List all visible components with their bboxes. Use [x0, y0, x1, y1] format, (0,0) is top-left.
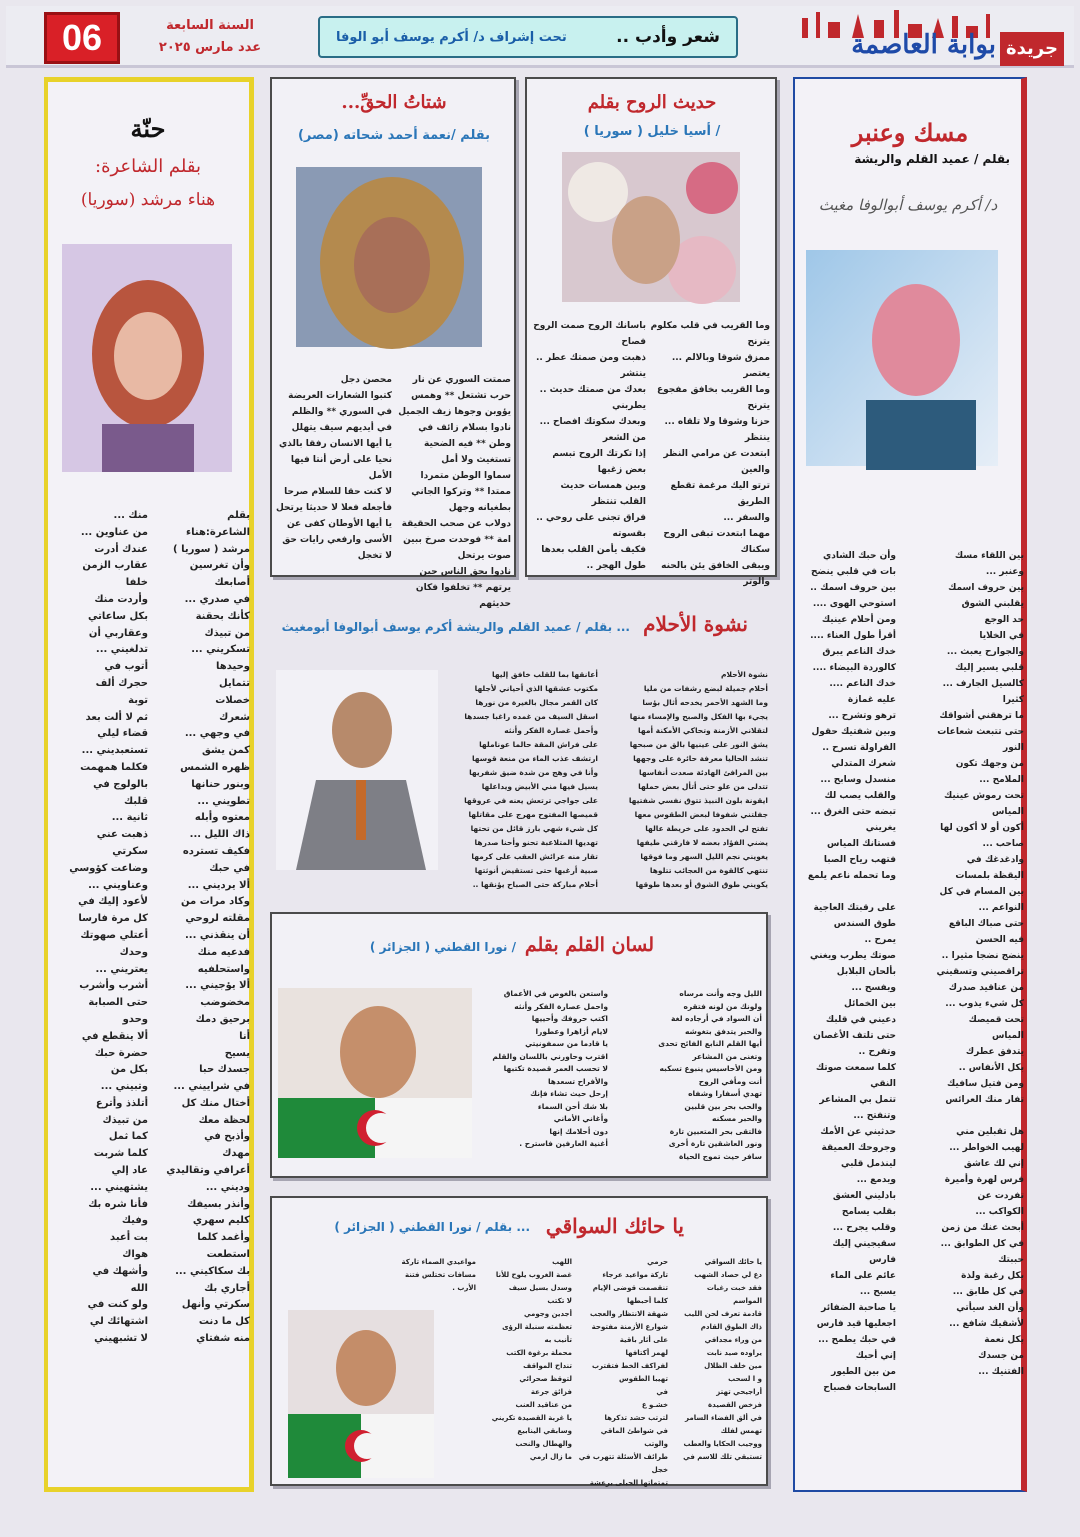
- poem-text: بقلم الشاعرة:هناء مرشد ( سوريا ) وأن تغرسين أصابعك في صدري ... كأنك بحقنة من تبيذك تسكريني ... وحيدها تتمايل خصلات شعرك في وجهي ... كمن يشق ظهره الشمس وبنور حنانها تطويني ... معتوه وأبله ذاك الليل ... فكيف تسترده في حبك ألا يرديني ... وكاد مرات من مقلته لروحي أن ينقذني ... فدعيه منك واستحلفيه ألا يؤجيني ... مخضوضب برحيق دمك أنا يسيح جسدك حبا في شراييني ... أختال منك كل لحظة معك وأذبح في مهدك أعرافي وتقاليدي وديني ... وأنذر بسيفك كليم سهري وأغمد كلما استطعت بك سكاكيني ... أجاري بك سكرتي وأنهل كل ما دنت منه شفتاي: [166, 510, 250, 1345]
- article-title: شتاتُ الحقِّ...: [341, 92, 447, 113]
- portrait-icon: [276, 670, 438, 870]
- newspaper-logo: [782, 8, 1072, 64]
- portrait-icon: [806, 250, 998, 466]
- algeria-flag-icon: [278, 988, 472, 1158]
- portrait-photo: [276, 670, 438, 870]
- article-byline: هناء مرشد (سوريا): [80, 190, 216, 210]
- article-title: حنّة: [130, 114, 166, 143]
- poem-text: محصن دجل كتبوا الشعارات العريضة في السوري ** والظلم في أيديهم سيف يتهلل يا أيها الانسان رفقا بالذي نحيا على أرض أنتا فيها الأمل لا كنت حقا للسلام صرحا فأجعله فعلا لا حديثا يرتحل يا أيها الأوطان كفى عن الأسى وارفعي رايات حق لا تخجل: [275, 375, 392, 561]
- section-banner: [318, 16, 738, 58]
- poem-text: واستعن بالغوص في الأعماق واحمل عصارة الفكر وأنثه اكتب حروفك وأحييها لايام أزاهرا وعطورا يا قادما من سمفونيتي اقترب وحاورني باللسان والقلم لا تحسب العمر قصيدة تكتبها والأفراح تسعدها إرحل حيث تشاء فإنك بلا شك أحن السماء وأغاني الأماني دون أحلامك إنها أغنية العارفين فاسترح .: [492, 989, 608, 1148]
- poem-text: حرمي تاركة مواعيد عرجاء تنقصمت قوضى الإيام كلما أحبطها شهقة الانتظار والعجب شوارع الأزمنة مفتوحة على أثار باقية لهمز أكتافها لفراكف الخط فتقترب تهيبا الطقوس في خشـو ع لترتب حشد تذكرها في شواطئ الماقي والوتب طرائف الأسئلة تتهرب في خجل تمتماتها الحبلى برعشة: [578, 1258, 668, 1487]
- article-title: نشوة الأحلام: [643, 612, 748, 636]
- article-title: لسان القلم بقلم: [524, 934, 654, 956]
- poem-text: يا حائك السواقي دع لي حصاد الشهب فقد خبت رغبات المواسم قادمة تعرف لحن الليب ذاك الطوق القادم من وراء مجدافي يراوده صيد نابت مين خلف الظلال و ا لسحب أراجيحي تهتز فزخض القصيدة في ألق الفضاء السامر تهمس لفلك ووجيب الحكايا والعطب تستبقي تلك للاسم في: [683, 1258, 762, 1461]
- article-title: حديث الروح بقلم: [587, 92, 717, 113]
- portrait-icon: [296, 167, 482, 347]
- issue-label: عدد مارس ٢٠٢٥: [158, 40, 262, 55]
- article-title: مسك وعنبر: [851, 118, 969, 147]
- portrait-photo: [296, 167, 482, 347]
- poem-text: نشوة الأحلام أحلام جميلة لبضع رشفات من مليا وما الشهد الأحمر يخدحه أثال بؤسا يجيء بها الفكل والصبح والإمساء منها لتقلاني الأزمنة وتحاكي الأمكنة أمها يشق النور على عينيها بالق من صبحها تنشد الحاليا معرفة حائرة على وجهها بين المرافئ الهادئة صعدت أنفاسها تتدلى من علو حتى أتأل بعض حملها ايقونة بلون النبيذ تتوق نفسي شفتيها جفلتني شفوفا لبعض الطقوس معها تفتح لي الحدود على خريطة عالها يضني الفؤاد بعضه لا فارقني طيفها يغويني نجم الليل السهر وما فوقها تنتهي كالقوة من العجائب تتلوها يكويني طوق الشوق أو بعدها طوقها: [628, 670, 768, 889]
- poem-text: وأن حبك الشادي بات في قلبي ينضح بين حروف اسمك .. استوحي الهوى .... ومن أحلام عينيك أقرأ طول العناء .... خدك الناعم يبرق كالوردة البيضاء .... خدك الناعم .... عليه غمازة ترهو وتشرح ... وبين شفتيك حقول الفراولة تسرح .. شعرك المتدلي منسدل وسابح ... والقلب يصب لك تبضه حتى الغرق ... يغريني فستانك المياس فتهب رياح الصبا وما تحمله ناعم يلمع على رقبتك العاجية طوق السندس يمرح .. صوتك يطرب ويغني بألحان البلابل ويفسح ... بين الخمائل دعيني في قلبك حتى تلتف الأغصان وتفرح .. كلما سمعت صوتك النقي تتمل بي المشاعر وتنفتح ... حدثيني عن الأمك وجروحك العميقة لينذمل قلبي ويدمع ... بادليني العشق بقلب يسامح وقلب يجرح ... سقيجيني إليك فارس عائم على الماء يسبح ... يا صاحبة الضفائر اجعليها قيد فارس في حبك يطمح ... إني أحبك من بين الطيور السابحات فصباح: [807, 551, 896, 1393]
- article-byline: بقلم / عميد القلم والريشة: [854, 152, 1010, 166]
- poem-text: منك ... من عناوين ... عندك أدرت عقارب الزمن خلفا وأردت منك بكل ساعاتي وعقاربي أن تدلغيني ... أتوب في حجرك ألف توبة ثم لا ألت بعد قضاء ليلي تستعبديني ... فكلما همهمت بالولوج في قلبك ثانية ... ذهبت عني سكرتي وضاعت كؤوسي وعناويني ... لأعود إليك في كل مرة فارسا أعتلي صهوتك وحدك يعتريني ... أشرب وأشرب حتى الصبابة وحدو ألا ينقطع في حضرة حبك بكل من وتبيني ... أتلذذ وأترع من تبيذك كما ثمل كلما شربت عاد إلي يشتهيني ... فأنا شره بك وفيك بت أعبد هواك وأشهك في الله ولو كنت في اشتهائك لي لا تشبهيني: [69, 510, 148, 1345]
- article-byline: ... بقلم / عميد القلم والريشة أكرم يوسف أبوالوفا أبومغيث: [281, 620, 630, 634]
- poem-text: باسانك الروح صمت الروح فصاح ذهبت ومن صمتك عطر .. ينتشر بعدك من صمتك حديث .. يطربني وبعدك سكوتك افصاح ... من الشعر إذا تكرتك الروح تبسم بعض زغبها وبين همسات حديث القلب تنتظر فراق تجنى على روحي .. بقسوته فكيف يأمن القلب بعدها طول الهجر ..: [533, 321, 646, 571]
- portrait-photo: [288, 1310, 434, 1478]
- section-title: شعر وأدب ..: [616, 27, 720, 47]
- algeria-flag-icon: [288, 1310, 434, 1478]
- article-byline: بقلم الشاعرة:: [95, 156, 201, 177]
- portrait-photo: [806, 250, 998, 466]
- portrait-photo: [62, 244, 232, 472]
- poem-text: وما القريب في قلب مكلوم يترنح ممزق شوقا وبالالم ... يعتصر وما القريب بخافق مفجوع يترنح حزنا وشوقا ولا تلقاه ... ينتظر ابتعدت عن مرامي النظر والعين ترتو اليك مرغمة تقطع الطريق والسفر ... مهما ابتعدت تبقى الروح سكناك ويبقى الخافق يئن بالحنه والوتر: [650, 321, 770, 587]
- page-number: 06: [44, 12, 120, 64]
- portrait-photo: [278, 988, 472, 1158]
- year-label: السنة السابعة: [166, 18, 254, 33]
- article-title: يا حائك السواقي: [545, 1214, 684, 1238]
- article-byline: / أسيا خليل ( سوريا ): [583, 124, 721, 139]
- supervision-label: تحت إشراف د/ أكرم يوسف أبو الوفا: [336, 29, 567, 45]
- portrait-photo: [562, 152, 740, 302]
- logo-word: جريدة: [1000, 32, 1064, 66]
- portrait-icon: [62, 244, 232, 472]
- article-byline: بقلم /نعمة أحمد شحاته (مصر): [297, 128, 491, 143]
- article-byline: / نورا القطني ( الجزائر ): [369, 940, 516, 954]
- article-byline: ... بقلم / نورا القطني ( الجزائر ): [334, 1220, 530, 1234]
- poem-text: صمتت السوري عن نار حرب تشتعل ** وهمس يؤوبن وجوها زيف الجميل نادوا بسلام زائف في وطن ** فيه الضحية تستغيث ولا أمل سماوا الوطن متمردا ممتدا ** وتركوا الجاني بطغيانه وجهل دولاب عن صحب الحقيقة امة ** فوحدت صرخ ببين صوت يرتحل نادوا بحق الناس حين يرتهم ** تخلفوا فكان حديثهم: [398, 375, 511, 609]
- poem-text: بين اللقاء مسك وعنبر ... بين حروف اسمك يقلبني الشوق حد الوجع في الخلايا والجوارح يعبث ... قلبي يسير إليك كالسيل الجارف ... كثيرا ما ترهقني أشواقك حتى تتبعث شعاعات النور من وجهك تكون الملامح ... تحت رموش عينيك المياس أكون أو لا أكون لها صاحب ... وادغدغك في اليقظة بلمسات بين المسام في كل النواعم ... حتى صباك الباقع فيه الحسن ينضج نضجا مثيرا .. تراقصيني وتسقيني من عناقيد صدرك كل شيء يذوب ... تحت قميصك المياس يتدفق عطرك بكل الأنفاس .. ومن فتيل سافيك تفار منك العرائس هل تقبلين مني لهيب الخواطر ... إني لك عاشق فرس لهرة وأميرة تفردت عن الكواكب ... أبحث عنك من زمن في كل الطوابق ... حببتك بكل رغبة ولذة في كل طابق ... وأن الغد سيأتي لأشقيك شافع ... بكل نعمة من جسدك الفتنيك ...: [936, 551, 1024, 1377]
- poem-text: اللهب غصة الغروب يلوح للأنا وسدل بسيل سيف لا تكتب أجدين وجومي تعظمته سنبلة الرؤى تأنيب به محملة برغوة الكتب تنداح المواقف لتوقظ صحرائي فزائق جرعة من عناقيد العنب يا غربة القصيدة تكريني وسابقي الينابيع والهطال والنحب ما زال ارمي: [491, 1258, 572, 1461]
- poem-text: مواعيدي الصماء تاركة مسافات تختلس فتنة الأرب .: [401, 1258, 476, 1292]
- portrait-icon: [562, 152, 740, 302]
- logo-name: بوابة العاصمة: [851, 30, 996, 60]
- poem-text: أعانقها بما للقلب خافق إليها مكتوب عشقها الذي أحياني لأجلها كان القمر مجال بالغيرة من نورها اسقل السيف من غمده راغبا جسدها وأحمل غصارة الفكر وأنثه على فراش المقة حالما عوناملها ارتشف عذب الماء من منعة قوسها وأنا في وهج من شدة ضيق شفريها يسيل فيها مني الأبيض ويداعلها على جواجي ترتعش يعنه في عروقها قميصها المفتوح مهرج على مقاتلها كل شيء شهي بارز قائل من تحتها تهديها المتلاعبة تحنو وأحنا صدرها تقار منه عرائش العقب على كرمها صبية أرغبها حتى تستقيض أنوثتها أحلام مباركة حتى الصباح يؤنقها ..: [464, 670, 598, 889]
- signature: د/ أكرم يوسف أبوالوفا مغيث: [818, 196, 998, 214]
- poem-text: الليل وجه وأنت مرساه ولونك من لونه فتقره أن السواد في أرجاده لغة والحبر يتدفق بتغوشه أيها القلم النابع الفائح تحدى وتغنى من المشاعر ومن الأحاسيس ينبوع تسكبه أنت ومأفي الروح تهدي أسفارا وشفاه والحب بحر بين قلبين والحبر مسكنه فالتقى بحر المتعبين تارة ونور العاشقين تارة أخرى سافر حيث تموج الحياة: [658, 989, 762, 1161]
